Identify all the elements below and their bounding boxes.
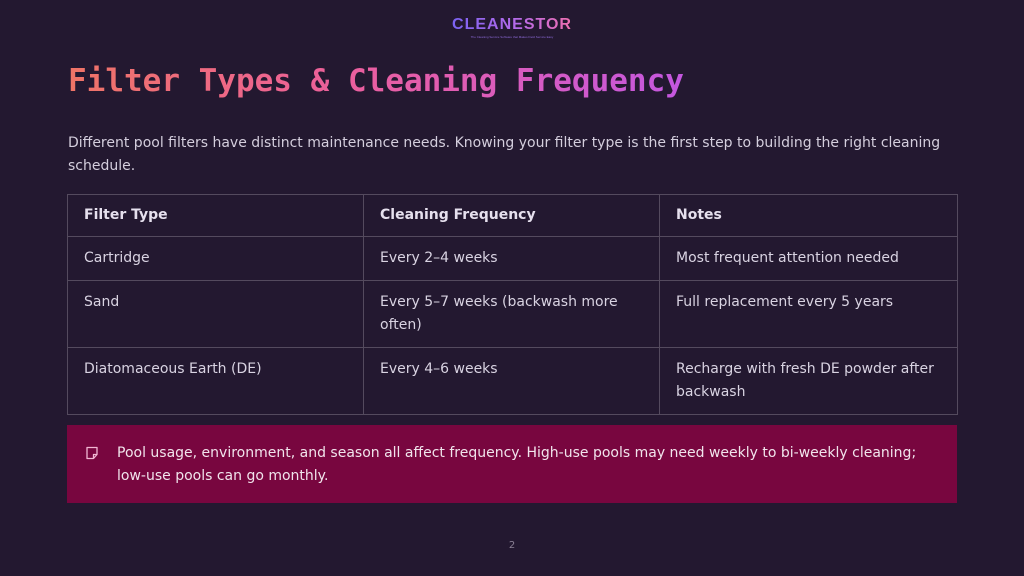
logo-wordmark: CLEANESTOR [452, 16, 572, 33]
logo-tagline: The Cleaning Service Software that Makes Field Service Easy [470, 35, 554, 39]
header-filter-type: Filter Type [68, 195, 364, 237]
header-notes: Notes [660, 195, 958, 237]
slide-title: Filter Types & Cleaning Frequency [68, 60, 684, 102]
cell-filter-type: Sand [68, 281, 364, 348]
cell-cleaning-frequency: Every 5–7 weeks (backwash more often) [364, 281, 660, 348]
cell-cleaning-frequency: Every 4–6 weeks [364, 348, 660, 415]
page-number: 2 [508, 540, 516, 551]
cell-filter-type: Diatomaceous Earth (DE) [68, 348, 364, 415]
table-row [68, 348, 958, 415]
cell-notes: Full replacement every 5 years [660, 281, 958, 348]
callout-text: Pool usage, environment, and season all affect frequency. High-use pools may need weekly to bi-weekly cleaning; low-use pools can go monthly. [117, 445, 917, 484]
header-cleaning-frequency: Cleaning Frequency [364, 195, 660, 237]
table-row [68, 237, 958, 281]
cell-filter-type: Cartridge [68, 237, 364, 281]
table-row [68, 281, 958, 348]
cell-notes: Most frequent attention needed [660, 237, 958, 281]
filter-table [67, 194, 958, 415]
note-icon [85, 446, 99, 460]
brand-logo [0, 14, 1024, 39]
intro-paragraph: Different pool filters have distinct maintenance needs. Knowing your filter type is the first step to building the right cleaning schedule. [68, 135, 941, 174]
table-header-row [68, 195, 958, 237]
frequency-callout [67, 425, 957, 503]
cell-notes: Recharge with fresh DE powder after backwash [660, 348, 958, 415]
cell-cleaning-frequency: Every 2–4 weeks [364, 237, 660, 281]
